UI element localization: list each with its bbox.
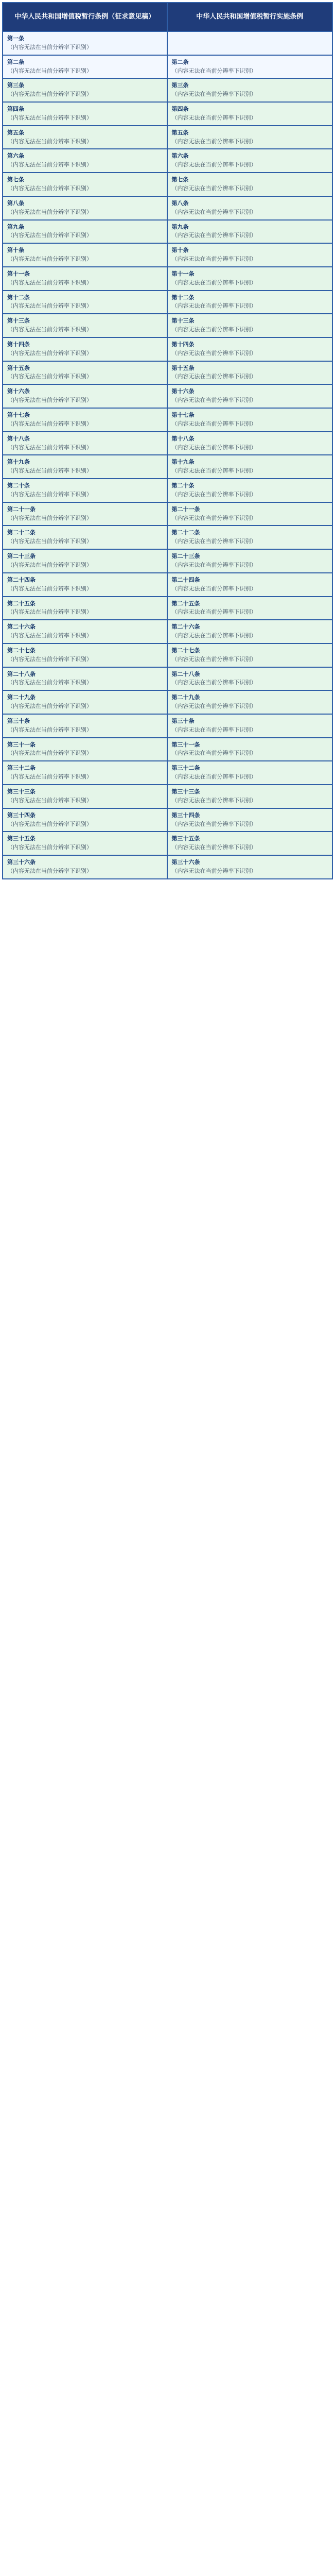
left-article-title: 第一条 bbox=[7, 35, 24, 42]
right-article-title: 第七条 bbox=[171, 176, 189, 183]
table-row bbox=[3, 690, 332, 714]
left-cell bbox=[3, 385, 168, 408]
table-row bbox=[3, 55, 332, 78]
table-row bbox=[3, 219, 332, 243]
right-cell bbox=[168, 79, 332, 101]
left-article-title: 第二十七条 bbox=[7, 647, 36, 654]
left-cell bbox=[3, 244, 168, 266]
table-row bbox=[3, 502, 332, 526]
left-article-text: （内容无法在当前分辨率下识别） bbox=[7, 397, 92, 404]
right-article-title: 第三十三条 bbox=[171, 788, 200, 795]
left-article-text: （内容无法在当前分辨率下识别） bbox=[7, 232, 92, 239]
left-article-text: （内容无法在当前分辨率下识别） bbox=[7, 561, 92, 568]
left-article-text: （内容无法在当前分辨率下识别） bbox=[7, 538, 92, 545]
left-cell bbox=[3, 785, 168, 808]
table-row bbox=[3, 361, 332, 384]
right-cell bbox=[168, 267, 332, 290]
right-cell bbox=[168, 455, 332, 478]
left-article-text: （内容无法在当前分辨率下识别） bbox=[7, 43, 92, 50]
left-cell bbox=[3, 56, 168, 78]
left-cell bbox=[3, 809, 168, 832]
right-article-text: （内容无法在当前分辨率下识别） bbox=[171, 279, 257, 286]
table-row bbox=[3, 31, 332, 55]
left-cell bbox=[3, 550, 168, 572]
right-article-text: （内容无法在当前分辨率下识别） bbox=[171, 679, 257, 686]
right-article-text: （内容无法在当前分辨率下识别） bbox=[171, 773, 257, 781]
right-article-text: （内容无法在当前分辨率下识别） bbox=[171, 114, 257, 121]
left-article-title: 第三十条 bbox=[7, 717, 30, 724]
left-article-text: （内容无法在当前分辨率下识别） bbox=[7, 514, 92, 521]
left-article-title: 第二十二条 bbox=[7, 529, 36, 536]
right-cell bbox=[168, 291, 332, 314]
right-article-text: （内容无法在当前分辨率下识别） bbox=[171, 444, 257, 451]
table-row bbox=[3, 478, 332, 502]
right-article-title: 第十八条 bbox=[171, 435, 195, 442]
right-article-title: 第十七条 bbox=[171, 412, 195, 418]
right-cell bbox=[168, 503, 332, 526]
right-article-title: 第三十一条 bbox=[171, 741, 200, 748]
left-article-text: （内容无法在当前分辨率下识别） bbox=[7, 679, 92, 686]
left-article-text: （内容无法在当前分辨率下识别） bbox=[7, 490, 92, 498]
left-cell bbox=[3, 761, 168, 784]
left-article-title: 第二十四条 bbox=[7, 576, 36, 583]
left-article-text: （内容无法在当前分辨率下识别） bbox=[7, 867, 92, 874]
left-article-title: 第三十六条 bbox=[7, 859, 36, 866]
left-article-text: （内容无法在当前分辨率下识别） bbox=[7, 349, 92, 357]
right-article-text: （内容无法在当前分辨率下识别） bbox=[171, 561, 257, 568]
right-cell bbox=[168, 362, 332, 384]
right-article-title: 第十二条 bbox=[171, 294, 195, 301]
right-article-text: （内容无法在当前分辨率下识别） bbox=[171, 397, 257, 404]
right-article-title: 第二十九条 bbox=[171, 694, 200, 701]
right-cell bbox=[168, 573, 332, 596]
right-article-text: （内容无法在当前分辨率下识别） bbox=[171, 726, 257, 733]
header-right: 中华人民共和国增值税暂行实施条例 bbox=[196, 13, 304, 21]
right-cell bbox=[168, 738, 332, 761]
table-row bbox=[3, 408, 332, 431]
table-row bbox=[3, 760, 332, 784]
right-article-title: 第五条 bbox=[171, 129, 189, 136]
left-article-text: （内容无法在当前分辨率下识别） bbox=[7, 444, 92, 451]
left-article-text: （内容无法在当前分辨率下识别） bbox=[7, 585, 92, 592]
right-cell bbox=[168, 526, 332, 549]
table-row bbox=[3, 643, 332, 667]
left-article-title: 第十六条 bbox=[7, 388, 30, 395]
table-row bbox=[3, 596, 332, 620]
table-row bbox=[3, 313, 332, 337]
right-article-title: 第十一条 bbox=[171, 270, 195, 277]
left-cell bbox=[3, 79, 168, 101]
left-cell bbox=[3, 314, 168, 337]
table-row bbox=[3, 831, 332, 855]
right-article-title: 第三十六条 bbox=[171, 859, 200, 866]
right-article-text: （内容无法在当前分辨率下识别） bbox=[171, 538, 257, 545]
right-article-title: 第十条 bbox=[171, 247, 189, 254]
table-row bbox=[3, 337, 332, 361]
left-article-title: 第十三条 bbox=[7, 317, 30, 325]
right-cell bbox=[168, 479, 332, 502]
right-article-title: 第三十四条 bbox=[171, 811, 200, 819]
right-article-text: （内容无法在当前分辨率下识别） bbox=[171, 750, 257, 757]
page bbox=[0, 0, 335, 883]
left-cell bbox=[3, 597, 168, 620]
right-article-text: （内容无法在当前分辨率下识别） bbox=[171, 867, 257, 874]
left-article-text: （内容无法在当前分辨率下识别） bbox=[7, 256, 92, 263]
table-row bbox=[3, 454, 332, 478]
table-row bbox=[3, 243, 332, 266]
left-article-text: （内容无法在当前分辨率下识别） bbox=[7, 467, 92, 474]
right-cell bbox=[168, 432, 332, 455]
left-cell bbox=[3, 126, 168, 149]
right-cell bbox=[168, 314, 332, 337]
table-row bbox=[3, 619, 332, 643]
right-cell bbox=[168, 409, 332, 431]
left-article-text: （内容无法在当前分辨率下识别） bbox=[7, 773, 92, 781]
left-article-text: （内容无法在当前分辨率下识别） bbox=[7, 114, 92, 121]
left-article-title: 第二十条 bbox=[7, 482, 30, 489]
left-article-title: 第二十六条 bbox=[7, 623, 36, 631]
left-article-title: 第三十四条 bbox=[7, 811, 36, 819]
right-article-title: 第二条 bbox=[171, 58, 189, 65]
left-article-title: 第十四条 bbox=[7, 341, 30, 348]
right-article-text: （内容无法在当前分辨率下识别） bbox=[171, 467, 257, 474]
right-article-text: （内容无法在当前分辨率下识别） bbox=[171, 703, 257, 710]
left-article-text: （内容无法在当前分辨率下识别） bbox=[7, 138, 92, 145]
table-row bbox=[3, 784, 332, 808]
right-article-title: 第四条 bbox=[171, 106, 189, 113]
right-cell bbox=[168, 809, 332, 832]
right-cell bbox=[168, 620, 332, 643]
left-cell bbox=[3, 455, 168, 478]
left-article-title: 第三十五条 bbox=[7, 835, 36, 842]
left-cell bbox=[3, 715, 168, 737]
right-article-title: 第十五条 bbox=[171, 364, 195, 371]
left-article-text: （内容无法在当前分辨率下识别） bbox=[7, 302, 92, 310]
left-article-text: （内容无法在当前分辨率下识别） bbox=[7, 820, 92, 827]
right-cell bbox=[168, 761, 332, 784]
left-article-text: （内容无法在当前分辨率下识别） bbox=[7, 703, 92, 710]
left-article-title: 第十七条 bbox=[7, 412, 30, 418]
right-cell bbox=[168, 103, 332, 125]
left-article-title: 第二十三条 bbox=[7, 553, 36, 560]
right-article-text: （内容无法在当前分辨率下识别） bbox=[171, 184, 257, 192]
left-article-text: （内容无法在当前分辨率下识别） bbox=[7, 279, 92, 286]
left-article-text: （内容无法在当前分辨率下识别） bbox=[7, 67, 92, 74]
right-article-title: 第二十六条 bbox=[171, 623, 200, 631]
right-article-title: 第二十四条 bbox=[171, 576, 200, 583]
table-row bbox=[3, 525, 332, 549]
left-article-title: 第六条 bbox=[7, 152, 24, 160]
right-cell bbox=[168, 832, 332, 855]
right-cell bbox=[168, 715, 332, 737]
right-cell bbox=[168, 691, 332, 714]
right-cell bbox=[168, 126, 332, 149]
left-article-title: 第三条 bbox=[7, 82, 24, 89]
right-article-title: 第二十八条 bbox=[171, 670, 200, 677]
right-article-title: 第三条 bbox=[171, 82, 189, 89]
left-article-title: 第三十三条 bbox=[7, 788, 36, 795]
right-cell bbox=[168, 32, 332, 55]
left-cell bbox=[3, 832, 168, 855]
right-article-title: 第二十二条 bbox=[171, 529, 200, 536]
right-article-title: 第九条 bbox=[171, 223, 189, 230]
right-cell bbox=[168, 644, 332, 667]
left-cell bbox=[3, 479, 168, 502]
left-article-title: 第二十一条 bbox=[7, 505, 36, 513]
left-article-text: （内容无法在当前分辨率下识别） bbox=[7, 726, 92, 733]
left-cell bbox=[3, 526, 168, 549]
left-article-title: 第十条 bbox=[7, 247, 24, 254]
left-article-text: （内容无法在当前分辨率下识别） bbox=[7, 632, 92, 639]
right-article-text: （内容无法在当前分辨率下识别） bbox=[171, 820, 257, 827]
left-article-text: （内容无法在当前分辨率下识别） bbox=[7, 373, 92, 380]
left-cell bbox=[3, 668, 168, 690]
left-article-text: （内容无法在当前分辨率下识别） bbox=[7, 608, 92, 616]
right-article-text: （内容无法在当前分辨率下识别） bbox=[171, 420, 257, 427]
right-article-text: （内容无法在当前分辨率下识别） bbox=[171, 302, 257, 310]
right-cell bbox=[168, 197, 332, 219]
left-article-title: 第七条 bbox=[7, 176, 24, 183]
right-cell bbox=[168, 550, 332, 572]
left-article-text: （内容无法在当前分辨率下识别） bbox=[7, 208, 92, 215]
right-article-title: 第二十条 bbox=[171, 482, 195, 489]
left-article-title: 第二十八条 bbox=[7, 670, 36, 677]
right-article-title: 第十四条 bbox=[171, 341, 195, 348]
table-row bbox=[3, 667, 332, 690]
left-cell bbox=[3, 221, 168, 243]
table-row bbox=[3, 101, 332, 125]
left-article-text: （内容无法在当前分辨率下识别） bbox=[7, 844, 92, 851]
left-cell bbox=[3, 738, 168, 761]
left-cell bbox=[3, 291, 168, 314]
left-article-text: （内容无法在当前分辨率下识别） bbox=[7, 750, 92, 757]
right-article-text: （内容无法在当前分辨率下识别） bbox=[171, 326, 257, 333]
right-article-title: 第八条 bbox=[171, 199, 189, 207]
left-cell bbox=[3, 267, 168, 290]
right-cell bbox=[168, 856, 332, 878]
right-cell bbox=[168, 785, 332, 808]
table-row bbox=[3, 808, 332, 832]
left-article-text: （内容无法在当前分辨率下识别） bbox=[7, 796, 92, 804]
right-article-title: 第三十二条 bbox=[171, 765, 200, 772]
left-cell bbox=[3, 620, 168, 643]
left-article-title: 第十二条 bbox=[7, 294, 30, 301]
left-article-text: （内容无法在当前分辨率下识别） bbox=[7, 655, 92, 663]
left-article-text: （内容无法在当前分辨率下识别） bbox=[7, 91, 92, 98]
right-article-title: 第十六条 bbox=[171, 388, 195, 395]
right-cell bbox=[168, 173, 332, 196]
table-row bbox=[3, 431, 332, 455]
left-cell bbox=[3, 573, 168, 596]
right-article-title: 第三十条 bbox=[171, 717, 195, 724]
left-cell bbox=[3, 197, 168, 219]
left-article-title: 第三十一条 bbox=[7, 741, 36, 748]
table-row bbox=[3, 714, 332, 737]
left-cell bbox=[3, 173, 168, 196]
right-article-text: （内容无法在当前分辨率下识别） bbox=[171, 91, 257, 98]
left-cell bbox=[3, 432, 168, 455]
left-cell bbox=[3, 691, 168, 714]
left-article-text: （内容无法在当前分辨率下识别） bbox=[7, 184, 92, 192]
right-article-text: （内容无法在当前分辨率下识别） bbox=[171, 373, 257, 380]
table-row bbox=[3, 196, 332, 219]
right-article-title: 第二十一条 bbox=[171, 505, 200, 513]
right-article-text: （内容无法在当前分辨率下识别） bbox=[171, 349, 257, 357]
left-article-title: 第十九条 bbox=[7, 459, 30, 466]
left-article-title: 第十八条 bbox=[7, 435, 30, 442]
header-left: 中华人民共和国增值税暂行条例（征求意见稿） bbox=[3, 3, 168, 31]
right-article-text: （内容无法在当前分辨率下识别） bbox=[171, 655, 257, 663]
left-cell bbox=[3, 856, 168, 878]
right-article-text: （内容无法在当前分辨率下识别） bbox=[171, 67, 257, 74]
right-article-text: （内容无法在当前分辨率下识别） bbox=[171, 796, 257, 804]
left-article-text: （内容无法在当前分辨率下识别） bbox=[7, 161, 92, 168]
right-article-text: （内容无法在当前分辨率下识别） bbox=[171, 161, 257, 168]
left-cell bbox=[3, 644, 168, 667]
left-cell bbox=[3, 32, 168, 55]
table-row bbox=[3, 290, 332, 314]
right-cell bbox=[168, 668, 332, 690]
left-article-title: 第二十五条 bbox=[7, 600, 36, 607]
right-cell bbox=[168, 149, 332, 172]
table-row bbox=[3, 266, 332, 290]
right-article-title: 第二十七条 bbox=[171, 647, 200, 654]
left-article-title: 第九条 bbox=[7, 223, 24, 230]
right-article-title: 第十三条 bbox=[171, 317, 195, 325]
table-row bbox=[3, 572, 332, 596]
table-row bbox=[3, 78, 332, 101]
left-article-title: 第五条 bbox=[7, 129, 24, 136]
left-article-title: 第八条 bbox=[7, 199, 24, 207]
right-cell bbox=[168, 338, 332, 361]
comparison-table bbox=[2, 2, 333, 879]
right-cell bbox=[168, 244, 332, 266]
right-article-text: （内容无法在当前分辨率下识别） bbox=[171, 514, 257, 521]
right-article-text: （内容无法在当前分辨率下识别） bbox=[171, 256, 257, 263]
left-cell bbox=[3, 338, 168, 361]
left-cell bbox=[3, 149, 168, 172]
table-header bbox=[3, 3, 332, 31]
right-article-text: （内容无法在当前分辨率下识别） bbox=[171, 608, 257, 616]
right-article-text: （内容无法在当前分辨率下识别） bbox=[171, 844, 257, 851]
table-row bbox=[3, 737, 332, 761]
table-row bbox=[3, 148, 332, 172]
left-cell bbox=[3, 409, 168, 431]
table-row bbox=[3, 172, 332, 196]
right-cell bbox=[168, 385, 332, 408]
right-article-text: （内容无法在当前分辨率下识别） bbox=[171, 632, 257, 639]
table-row bbox=[3, 549, 332, 572]
left-article-title: 第十一条 bbox=[7, 270, 30, 277]
left-article-title: 第四条 bbox=[7, 106, 24, 113]
right-article-title: 第二十三条 bbox=[171, 553, 200, 560]
right-article-title: 第三十五条 bbox=[171, 835, 200, 842]
left-article-text: （内容无法在当前分辨率下识别） bbox=[7, 420, 92, 427]
table-row bbox=[3, 125, 332, 149]
right-cell bbox=[168, 597, 332, 620]
left-cell bbox=[3, 103, 168, 125]
right-article-text: （内容无法在当前分辨率下识别） bbox=[171, 208, 257, 215]
right-article-text: （内容无法在当前分辨率下识别） bbox=[171, 138, 257, 145]
table-body bbox=[3, 31, 332, 878]
table-row bbox=[3, 855, 332, 878]
left-article-title: 第十五条 bbox=[7, 364, 30, 371]
right-article-title: 第二十五条 bbox=[171, 600, 200, 607]
right-article-title: 第六条 bbox=[171, 152, 189, 160]
left-article-title: 第二十九条 bbox=[7, 694, 36, 701]
left-article-title: 第三十二条 bbox=[7, 765, 36, 772]
table-row bbox=[3, 384, 332, 408]
right-cell bbox=[168, 221, 332, 243]
left-article-title: 第二条 bbox=[7, 58, 24, 65]
left-cell bbox=[3, 362, 168, 384]
right-article-text: （内容无法在当前分辨率下识别） bbox=[171, 232, 257, 239]
right-article-text: （内容无法在当前分辨率下识别） bbox=[171, 490, 257, 498]
right-article-title: 第十九条 bbox=[171, 459, 195, 466]
left-cell bbox=[3, 503, 168, 526]
left-article-text: （内容无法在当前分辨率下识别） bbox=[7, 326, 92, 333]
right-article-text: （内容无法在当前分辨率下识别） bbox=[171, 585, 257, 592]
right-cell bbox=[168, 56, 332, 78]
